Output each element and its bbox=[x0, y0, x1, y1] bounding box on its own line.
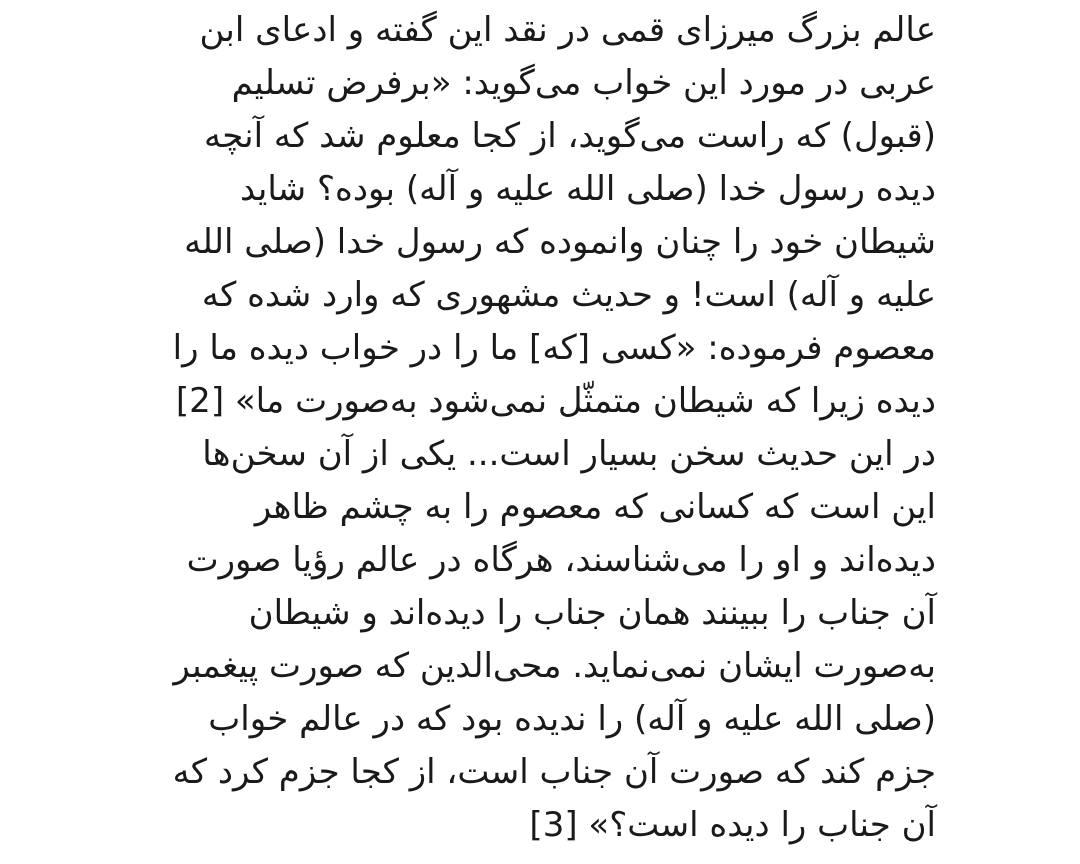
text-line: در این حدیث سخن بسیار است... یکی از آن سخن‌ها bbox=[202, 434, 936, 474]
text-line: آن جناب را ببینند همان جناب را دیده‌اند و شیطان bbox=[248, 593, 936, 633]
text-line: دیده‌اند و او را می‌شناسند، هرگاه در عالم رؤیا صورت bbox=[186, 540, 936, 580]
text-line: آن جناب را دیده است؟» [3] bbox=[529, 805, 936, 845]
text-line: عالم بزرگ میرزای قمی در نقد این گفته و ادعای ابن bbox=[199, 10, 936, 50]
text-line: به‌صورت ایشان نمی‌نماید. محی‌الدین که صورت پیغمبر bbox=[173, 646, 936, 686]
text-line: دیده زیرا که شیطان متمثّل نمی‌شود به‌صورت ما» [2] bbox=[175, 381, 936, 421]
text-line: (صلی الله علیه و آله) را ندیده بود که در عالم خواب bbox=[208, 699, 936, 739]
text-line: این است که کسانی که معصوم را به چشم ظاهر bbox=[254, 487, 936, 527]
text-line: دیده رسول خدا (صلی الله علیه و آله) بوده؟ شاید bbox=[240, 169, 936, 209]
text-line: (قبول) که راست می‌گوید، از کجا معلوم شد که آنچه bbox=[204, 116, 936, 156]
text-line: جزم کند که صورت آن جناب است، از کجا جزم کرد که bbox=[172, 752, 936, 792]
text-line: شیطان خود را چنان وانموده که رسول خدا (صلی الله bbox=[184, 222, 936, 262]
text-line: عربی در مورد این خواب می‌گوید: «برفرض تسلیم bbox=[231, 63, 936, 103]
text-line: علیه و آله) است! و حدیث مشهوری که وارد شده که bbox=[201, 275, 936, 315]
text-line: معصوم فرموده: «کسی [که] ما را در خواب دیده ما را bbox=[172, 328, 936, 368]
